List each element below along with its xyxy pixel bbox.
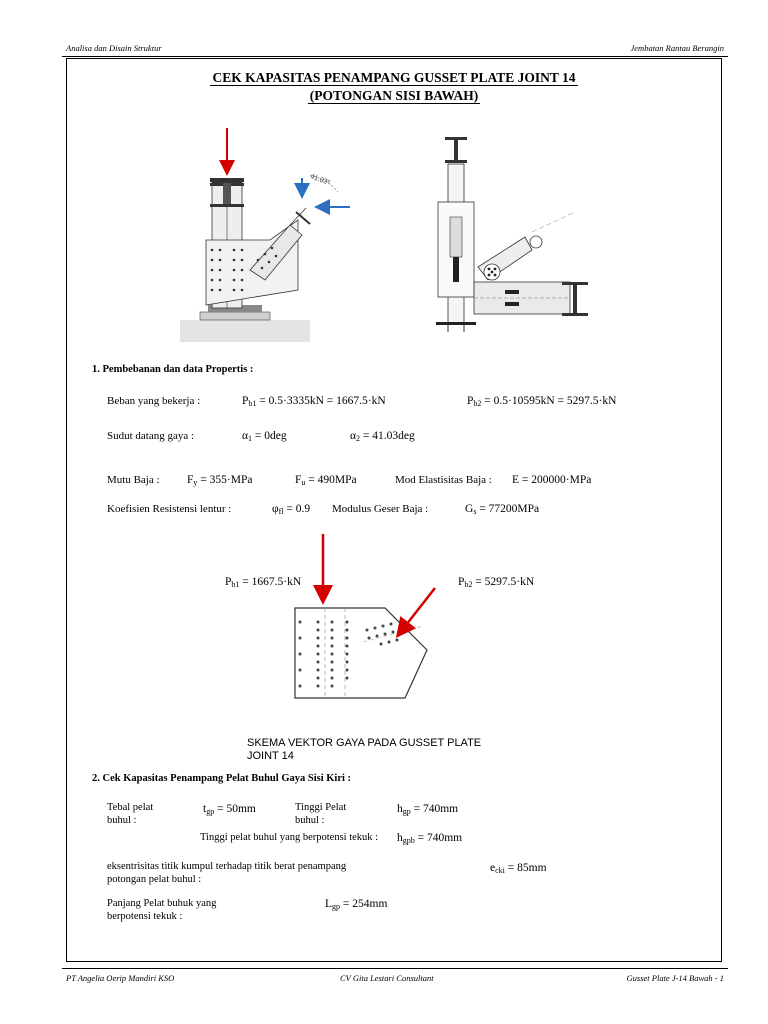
eccentricity-label: eksentrisitas titik kumpul terhadap titik berat penampang potongan pelat buhul : bbox=[107, 861, 347, 885]
footer-right: Gusset Plate J-14 Bawah - 1 bbox=[626, 973, 724, 983]
modulus-label: Mod Elastisitas Baja : bbox=[395, 474, 492, 486]
fu-formula: $F_u = 490MPa$ bbox=[295, 474, 357, 487]
footer-center: CV Gita Lestari Consultant bbox=[340, 973, 434, 983]
joint-elevation-figure bbox=[170, 120, 370, 345]
gusset-scheme-figure bbox=[285, 530, 445, 710]
fy-formula: $F_y = 355\cdot MPa$ bbox=[187, 474, 253, 487]
alpha1-formula: $\alpha_1 = 0deg$ bbox=[242, 430, 287, 443]
angle-label-text: Sudut datang gaya : bbox=[107, 430, 195, 442]
hgp-formula: $h_{gp} = 740mm$ bbox=[397, 803, 459, 816]
lgp-formula: $L_{gp} = 254mm$ bbox=[325, 898, 388, 911]
alpha2-formula: $\alpha_2 = 41.03deg$ bbox=[350, 430, 415, 443]
page-title: CEK KAPASITAS PENAMPANG GUSSET PLATE JOINT 14 bbox=[212, 70, 576, 85]
coef-label: Koefisien Resistensi lentur : bbox=[107, 503, 232, 515]
length-label: Panjang Pelat buhuk yang berpotensi tekuk : bbox=[107, 898, 217, 922]
header-left: Analisa dan Disain Struktur bbox=[66, 43, 162, 53]
pb1-formula: $P_{b1} = 0.5\cdot 3335kN = 1667.5\cdot kN$ bbox=[242, 395, 386, 408]
page-subtitle: (POTONGAN SISI BAWAH) bbox=[309, 88, 479, 103]
angle-label: 41.03º bbox=[309, 173, 331, 187]
section1-heading: 1. Pembebanan dan data Propertis : bbox=[92, 364, 254, 375]
header-rule bbox=[62, 56, 728, 57]
pb2-formula: $P_{b2} = 0.5\cdot 10595kN = 5297.5\cdot kN$ bbox=[467, 395, 617, 408]
load-label: Beban yang bekerja : bbox=[107, 395, 201, 407]
gs-formula: $G_s = 77200MPa$ bbox=[465, 503, 540, 516]
height-label: Tinggi Pelat buhul : bbox=[295, 802, 347, 826]
section2-heading: 2. Cek Kapasitas Penampang Pelat Buhul Gaya Sisi Kiri : bbox=[92, 773, 352, 784]
footer-left: PT Angelia Oerip Mandiri KSO bbox=[66, 973, 175, 983]
shear-modulus-label: Modulus Geser Baja : bbox=[332, 503, 429, 515]
scheme-pb1: $P_{b1} = 1667.5\cdot kN$ bbox=[225, 576, 302, 589]
ecki-formula: $e_{cki} = 85mm$ bbox=[490, 862, 547, 875]
footer-rule bbox=[62, 968, 728, 969]
header-right: Jembatan Rantau Berangin bbox=[630, 43, 724, 53]
steel-grade-label: Mutu Baja : bbox=[107, 474, 160, 486]
e-formula: E = 200000·MPa bbox=[512, 474, 592, 486]
joint-side-figure bbox=[410, 132, 600, 337]
scheme-caption: SKEMA VEKTOR GAYA PADA GUSSET PLATE JOINT 14 bbox=[247, 737, 482, 762]
tgp-formula: $t_{gp} = 50mm$ bbox=[203, 803, 256, 816]
phi-formula: $\varphi_{fl} = 0.9$ bbox=[272, 503, 311, 516]
hgpb-formula: $h_{gpb} = 740mm$ bbox=[397, 832, 463, 845]
buckle-height-label: Tinggi pelat buhul yang berpotensi tekuk : bbox=[200, 832, 379, 843]
scheme-pb2: $P_{b2} = 5297.5\cdot kN$ bbox=[458, 576, 535, 589]
thickness-label: Tebal pelat buhul : bbox=[107, 802, 154, 826]
